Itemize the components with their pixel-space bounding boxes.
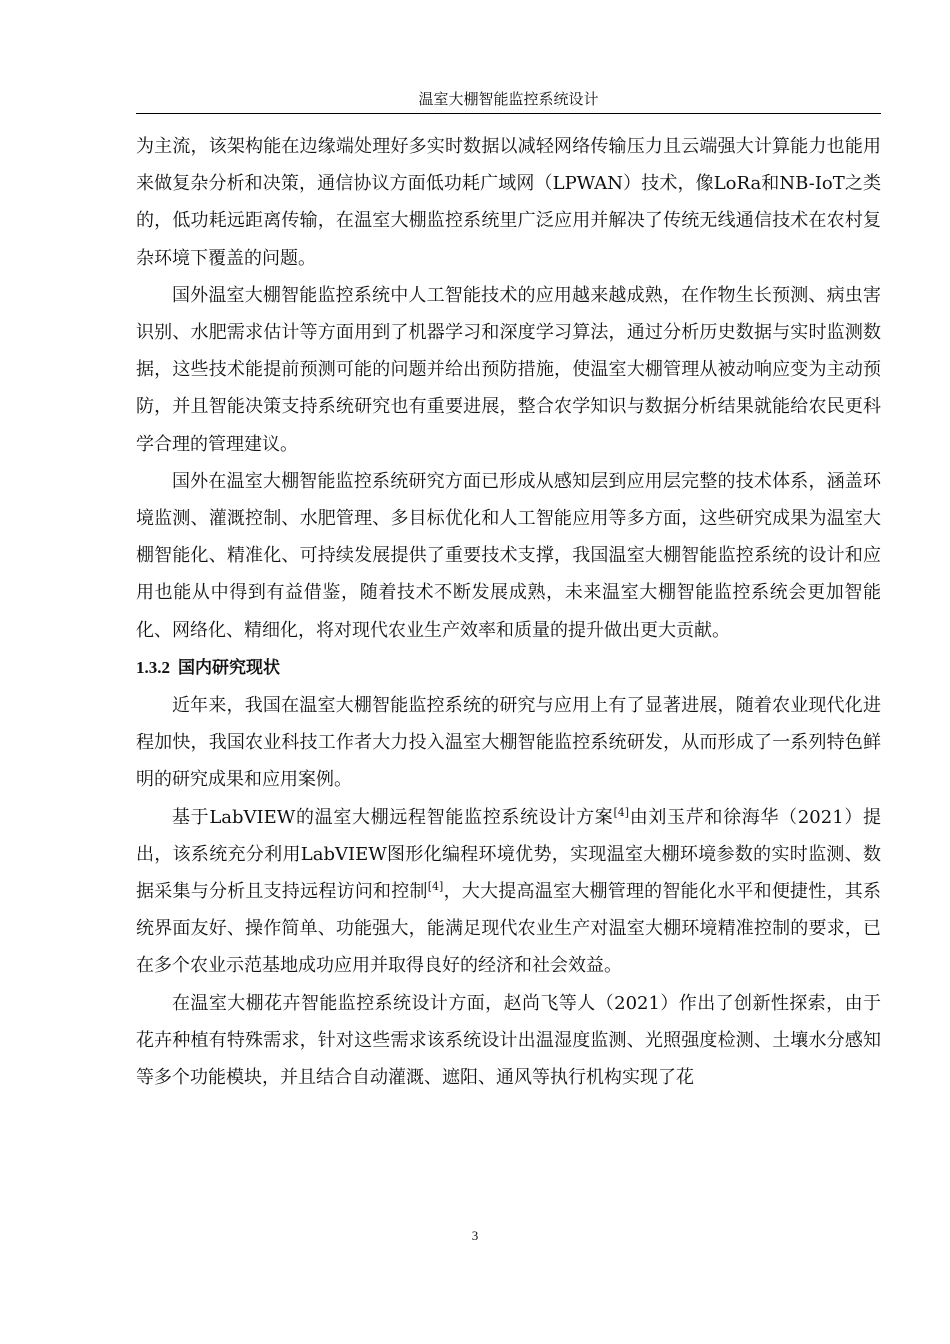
- paragraph-labview-part3: ，大大提高温室大棚管理的智能化水平和便捷性，其系统界面友好、操作简单、功能强大，能满足现代农业生产对温室大棚环境精准控制的要求，已在多个农业示范基地成功应用并取得良好的经济和社会效益。: [136, 881, 882, 977]
- paragraph-continuation: 为主流，该架构能在边缘端处理好多实时数据以减轻网络传输压力且云端强大计算能力也能用来做复杂分析和决策，通信协议方面低功耗广域网（LPWAN）技术，像LoRa和NB-IoT之类的，低功耗远距离传输，在温室大棚监控系统里广泛应用并解决了传统无线通信技术在农村复杂环境下覆盖的问题。: [136, 136, 881, 269]
- section-number: 1.3.2: [136, 657, 170, 677]
- citation-ref: [4]: [613, 805, 630, 819]
- section-title: 国内研究现状: [178, 657, 280, 678]
- page-body: [136, 128, 881, 1096]
- running-header-title: 温室大棚智能监控系统设计: [418, 90, 599, 108]
- paragraph-flower-system: 在温室大棚花卉智能监控系统设计方面，赵尚飞等人（2021）作出了创新性探索，由于花卉种植有特殊需求，针对这些需求该系统设计出温湿度监测、光照强度检测、土壤水分感知等多个功能模块，并且结合自动灌溉、遮阳、通风等执行机构实现了花: [136, 992, 881, 1089]
- section-heading: [136, 649, 881, 687]
- citation-ref: [4]: [427, 880, 444, 894]
- paragraph-ai-application: 国外温室大棚智能监控系统中人工智能技术的应用越来越成熟，在作物生长预测、病虫害识别、水肥需求估计等方面用到了机器学习和深度学习算法，通过分析历史数据与实时监测数据，这些技术能提前预测可能的问题并给出预防措施，使温室大棚管理从被动响应变为主动预防，并且智能决策支持系统研究也有重要进展，整合农学知识与数据分析结果就能给农民更科学合理的管理建议。: [136, 284, 881, 455]
- paragraph-labview: [136, 799, 881, 985]
- paragraph-domestic-intro: 近年来，我国在温室大棚智能监控系统的研究与应用上有了显著进展，随着农业现代化进程加快，我国农业科技工作者大力投入温室大棚智能监控系统研发，从而形成了一系列特色鲜明的研究成果和应用案例。: [136, 695, 881, 791]
- paragraph-foreign-summary: 国外在温室大棚智能监控系统研究方面已形成从感知层到应用层完整的技术体系，涵盖环境监测、灌溉控制、水肥管理、多目标优化和人工智能应用等多方面，这些研究成果为温室大棚智能化、精准化、可持续发展提供了重要技术支撑，我国温室大棚智能监控系统的设计和应用也能从中得到有益借鉴，随着技术不断发展成熟，未来温室大棚智能监控系统会更加智能化、网络化、精细化，将对现代农业生产效率和质量的提升做出更大贡献。: [136, 470, 881, 641]
- page-number: 3: [471, 1228, 479, 1243]
- paragraph-labview-part1: 基于LabVIEW的温室大棚远程智能监控系统设计方案: [172, 806, 614, 828]
- paragraph-labview-part2: 由刘玉芹和徐海华（2021）提出，该系统充分利用LabVIEW图形化编程环境优势，实现温室大棚环境参数的实时监测、数据采集与分析且支持远程访问和控制: [136, 806, 881, 903]
- running-header: [136, 89, 881, 114]
